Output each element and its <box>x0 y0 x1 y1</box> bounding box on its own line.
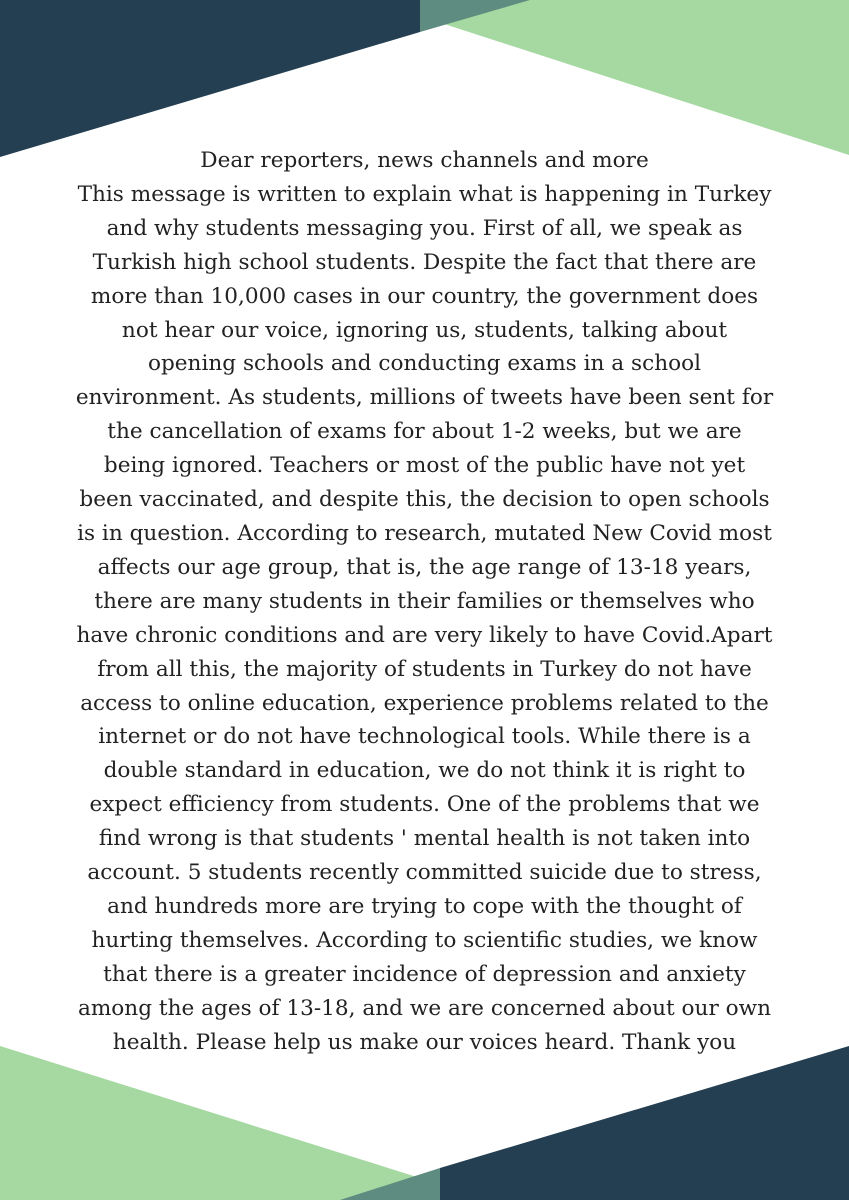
letter-line: double standard in education, we do not think it is right to <box>103 758 746 784</box>
letter-closing: health. Please help us make our voices heard. Thank you <box>112 1029 737 1055</box>
letter-line: is in question. According to research, mutated New Covid most <box>77 520 772 546</box>
letter-line: there are many students in their families or themselves who <box>94 588 755 614</box>
letter-line: not hear our voice, ignoring us, students, talking about <box>121 317 728 343</box>
letter-line: hurting themselves. According to scientific studies, we know <box>91 927 758 953</box>
letter-line: more than 10,000 cases in our country, the government does <box>90 283 759 309</box>
letter-line: and why students messaging you. First of all, we speak as <box>106 215 743 241</box>
letter-line: that there is a greater incidence of depression and anxiety <box>103 961 746 987</box>
letter-line: have chronic conditions and are very likely to have Covid.Apart <box>76 622 773 648</box>
letter-line: Turkish high school students. Despite the fact that there are <box>92 249 757 275</box>
letter-line: been vaccinated, and despite this, the decision to open schools <box>79 487 770 513</box>
bottom-right-navy-triangle <box>440 1046 849 1200</box>
letter-line: find wrong is that students ' mental health is not taken into <box>98 826 751 852</box>
letter-line: access to online education, experience problems related to the <box>80 690 769 716</box>
letter-line: expect efficiency from students. One of the problems that we <box>89 792 760 818</box>
letter-line: and hundreds more are trying to cope with the thought of <box>107 893 742 919</box>
letter-line: among the ages of 13-18, and we are concerned about our own <box>77 995 772 1021</box>
letter-line: This message is written to explain what is happening in Turkey <box>77 181 772 207</box>
letter-line: being ignored. Teachers or most of the public have not yet <box>103 453 746 479</box>
letter-line: environment. As students, millions of tweets have been sent for <box>75 385 774 411</box>
top-left-navy-triangle <box>0 0 420 157</box>
letter-line: opening schools and conducting exams in a school <box>147 351 702 377</box>
letter-line: affects our age group, that is, the age range of 13-18 years, <box>97 554 752 580</box>
letter-line: account. 5 students recently committed suicide due to stress, <box>87 860 762 886</box>
letter-line: from all this, the majority of students in Turkey do not have <box>97 656 752 682</box>
letter-body <box>24 144 825 1059</box>
letter-line: the cancellation of exams for about 1-2 weeks, but we are <box>107 419 742 445</box>
letter-salutation: Dear reporters, news channels and more <box>200 148 649 173</box>
letter-line: internet or do not have technological tools. While there is a <box>98 724 751 750</box>
